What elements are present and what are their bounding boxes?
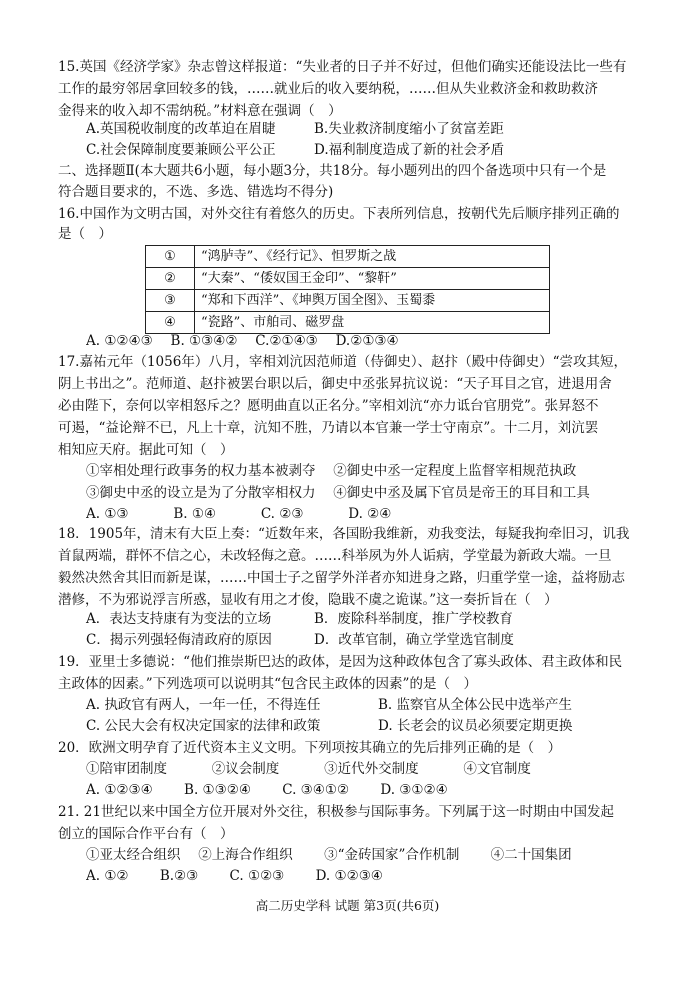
q21-line-2: 创立的国际合作平台有（ ） <box>58 826 234 842</box>
q19-option-b: B. 监察官从全体公民中选举产生 <box>378 697 573 713</box>
q19-option-a: A. 执政官有两人，一年一任，不得连任 <box>86 697 321 713</box>
table-cell-text: “鸿胪寺”、《经行记》、怛罗斯之战 <box>195 246 550 268</box>
q17-line-4: 可遏，“益论辩不已，凡上十章，沆知不胜，乃请以本官兼一学士守南京”。十二月，刘沆罢 <box>58 420 599 436</box>
q18-line-1: 18．1905年，清末有大臣上奏：“近数年来，各国盼我维新，劝我变法，每疑我拘牵旧习，讥我 <box>58 526 630 542</box>
q17-line-2: 阴上书出之”。范师道、赵抃被罢台职以后，御史中丞张昇抗议说：“天子耳目之官，进退用舍 <box>58 376 612 392</box>
q19-line-2: 主政体的因素。”下列选项可以说明其“包含民主政体的因素”的是（ ） <box>58 676 477 692</box>
q18-option-d: D．改革官制，确立学堂选官制度 <box>314 632 514 648</box>
q18-line-3: 毅然决然舍其旧而新是谋，……中国士子之留学外洋者亦知进身之路，归重学堂一途，益将励志 <box>58 570 625 586</box>
table-row <box>146 268 550 290</box>
q18-option-c: C．揭示列强轻侮清政府的原因 <box>86 632 272 648</box>
page-footer: 高二历史学科 试题 第3页(共6页) <box>255 898 440 913</box>
q16-line-2: 是（ ） <box>58 226 112 242</box>
q17-line-5: 相知应天府。据此可知（ ） <box>58 442 234 458</box>
q18-line-2: 首鼠两端，群怀不信之心，未改轻侮之意。……科举夙为外人诟病，学堂最为新政大端。一旦 <box>58 548 612 564</box>
q15-option-d: D.福利制度造成了新的社会矛盾 <box>314 142 505 158</box>
q15-line-3: 金得来的收入却不需纳税。”材料意在强调（ ） <box>58 103 342 119</box>
q19-option-d: D. 长老会的议员必须要定期更换 <box>378 718 573 734</box>
table-cell-text: “瓷路”、市舶司、磁罗盘 <box>195 312 550 334</box>
q21-answer-options: A. ①② B.②③ C. ①②③ D. ①②③④ <box>86 868 383 884</box>
q15-option-b: B.失业救济制度缩小了贫富差距 <box>314 121 504 137</box>
q21-items: ①亚太经合组织 ②上海合作组织 ③“金砖国家”合作机制 ④二十国集团 <box>86 847 572 863</box>
table-row <box>146 246 550 268</box>
q21-line-1: 21. 21世纪以来中国全方位开展对外交往，积极参与国际事务。下列属于这一时期由中国发起 <box>58 804 614 820</box>
q18-options-row-2 <box>86 630 646 652</box>
q15-line-1: 15.英国《经济学家》杂志曾这样报道：“失业者的日子并不好过，但他们确实还能设法比一些有 <box>58 59 627 75</box>
q16-line-1: 16.中国作为文明古国，对外交往有着悠久的历史。下表所列信息，按朝代先后顺序排列正确的 <box>58 206 620 222</box>
table-cell-text: “郑和下西洋”、《坤舆万国全图》、玉蜀黍 <box>195 290 550 312</box>
q20-line-1: 20．欧洲文明孕育了近代资本主义文明。下列项按其确立的先后排列正确的是（ ） <box>58 740 562 756</box>
q19-options-row-2 <box>86 716 646 738</box>
q18-option-a: A．表达支持康有为变法的立场 <box>86 611 272 627</box>
q15-option-a: A.英国税收制度的改革迫在眉睫 <box>86 121 276 137</box>
section2-heading-line-1: 二、选择题Ⅱ(本大题共6小题，每小题3分，共18分。每小题列出的四个备选项中只有一个是 <box>58 163 607 179</box>
q15-options-row-2 <box>86 140 646 162</box>
q19-line-1: 19．亚里士多德说：“他们推崇斯巴达的政体，是因为这种政体包含了寡头政体、君主政体和民 <box>58 654 623 670</box>
q19-options-row-1 <box>86 695 646 717</box>
q20-items: ①陪审团制度 ②议会制度 ③近代外交制度 ④文官制度 <box>86 761 531 777</box>
q17-line-3: 必由陛下，奈何以宰相怒斥之？愿明曲直以正名分。”宰相刘沆“亦力诋台官朋党”。张昇怒不 <box>58 398 599 414</box>
q15-options-row-1 <box>86 119 646 141</box>
table-cell-num: ④ <box>146 312 195 334</box>
q17-line-1: 17.嘉祐元年（1056年）八月，宰相刘沆因范师道（侍御史）、赵抃（殿中侍御史）“尝攻其短， <box>58 354 627 370</box>
table-row <box>146 290 550 312</box>
table-cell-num: ③ <box>146 290 195 312</box>
q18-options-row-1 <box>86 609 646 631</box>
q17-items-row-2: ③御史中丞的设立是为了分散宰相权力 ④御史中丞及属下官员是帝王的耳目和工具 <box>86 485 590 501</box>
q20-answer-options: A. ①②③④ B. ①③②④ C. ③④①② D. ③①②④ <box>86 782 448 798</box>
q16-answer-options: A. ①②④③ B. ①③④② C.②①④③ D.②①③④ <box>86 333 399 349</box>
table-cell-num: ② <box>146 268 195 290</box>
table-cell-num: ① <box>146 246 195 268</box>
q19-option-c: C. 公民大会有权决定国家的法律和政策 <box>86 718 321 734</box>
q18-line-4: 潜修，不为邪说浮言所惑，显收有用之才俊，隐戢不虞之诡谋。”这一奏折旨在（ ） <box>58 592 558 608</box>
q17-answer-options: A. ①③ B. ①④ C. ②③ D. ②④ <box>86 506 392 522</box>
q15-line-2: 工作的最穷邻居拿回较多的钱，……就业后的收入要纳税，……但从失业救济金和救助救济 <box>58 81 598 97</box>
q15-option-c: C.社会保障制度要兼顾公平公正 <box>86 142 276 158</box>
section2-heading-line-2: 符合题目要求的，不选、多选、错选均不得分) <box>58 184 334 200</box>
table-cell-text: “大秦”、“倭奴国王金印”、“黎靬” <box>195 268 550 290</box>
q18-option-b: B．废除科举制度，推广学校教育 <box>314 611 513 627</box>
q16-info-table <box>145 245 550 334</box>
q17-items-row-1: ①宰相处理行政事务的权力基本被剥夺 ②御史中丞一定程度上监督宰相规范执政 <box>86 463 577 479</box>
